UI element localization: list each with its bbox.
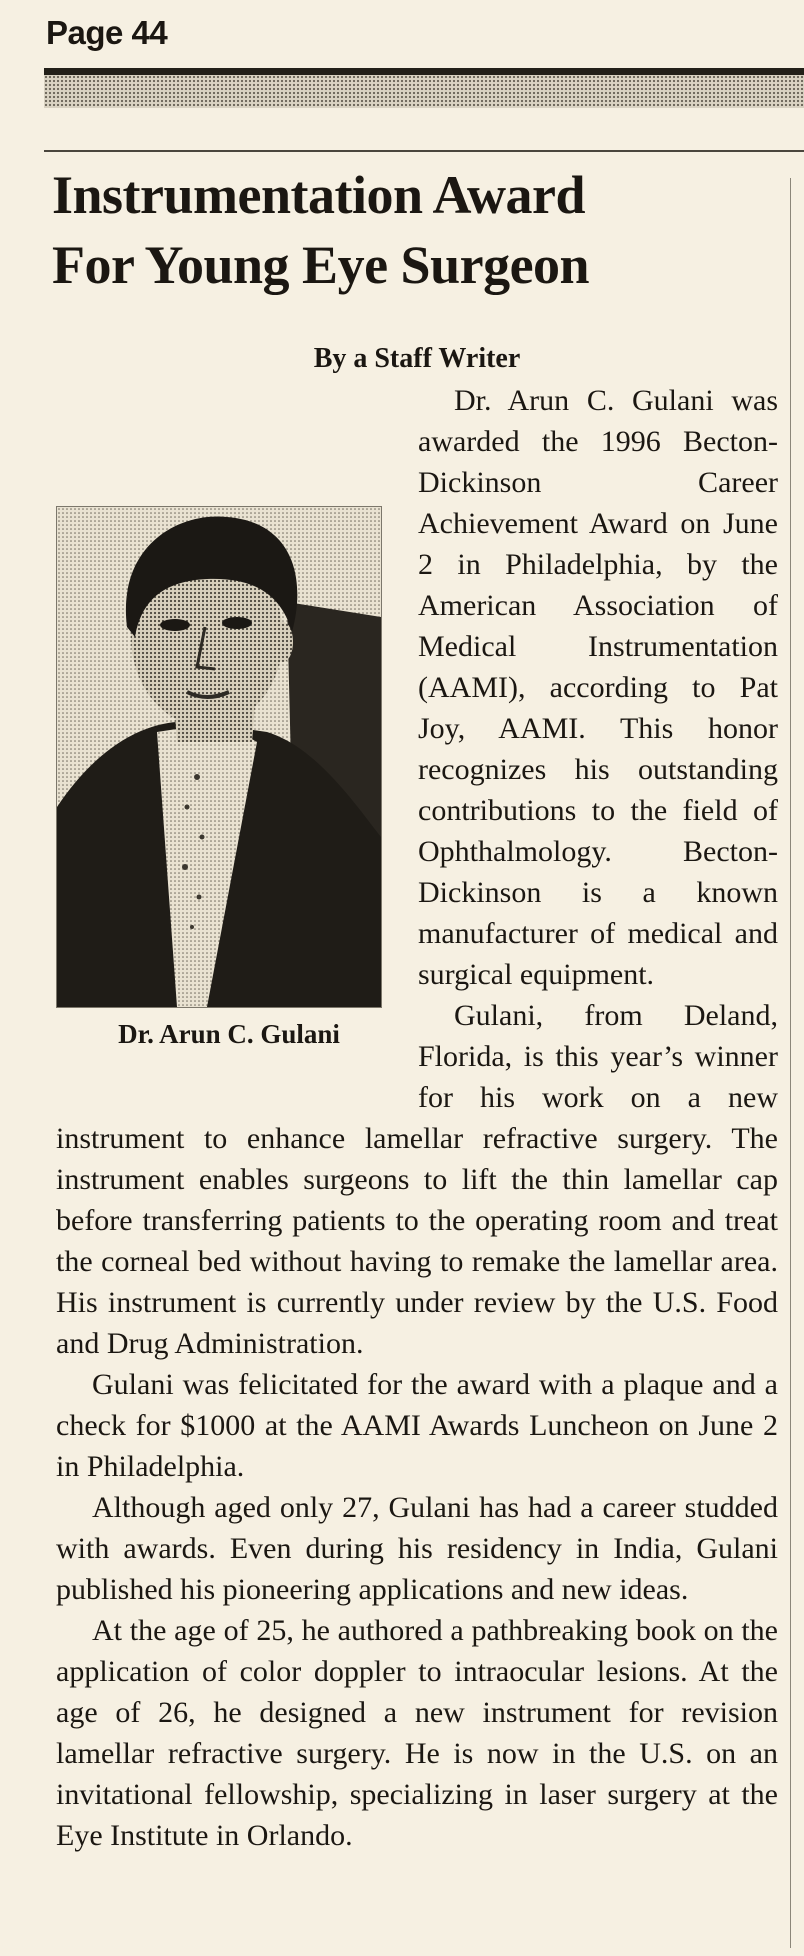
portrait-photo: [56, 506, 382, 1008]
byline: By a Staff Writer: [313, 343, 521, 374]
photo-figure: [56, 506, 402, 1094]
headline: [52, 160, 782, 300]
article-paragraph: Gulani, from Deland, Florida, is this year’s winner for his work on a new instrument to enhance lamellar refractive surgery. The instrument enables surgeons to lift the thin lamellar cap before transferring patients to the operating room and treat the corneal bed without having to remake the lamellar area. His instrument is currently under review by the U.S. Food and Drug Administration.: [56, 999, 778, 1360]
headline-line-2: For Young Eye Surgeon: [52, 235, 590, 295]
page-number: Page 44: [46, 14, 168, 51]
photo-caption: Dr. Arun C. Gulani: [118, 1019, 340, 1049]
article-paragraph: Gulani was felicitated for the award with a plaque and a check for $1000 at the AAMI Awards Luncheon on June 2 in Philadelphia.: [56, 1368, 778, 1483]
article-paragraph: Although aged only 27, Gulani has had a career studded with awards. Even during his residency in India, Gulani published his pioneering applications and new ideas.: [56, 1491, 778, 1606]
article-paragraph: At the age of 25, he authored a pathbreaking book on the application of color doppler to intraocular lesions. At the age of 26, he designed a new instrument for revision lamellar refractive surgery. He is now in the U.S. on an invitational fellowship, specializing in laser surgery at the Eye Institute in Orlando.: [56, 1614, 778, 1852]
article-body: [56, 380, 778, 1856]
header-dotted-band: [44, 75, 804, 108]
article-paragraph: Dr. Arun C. Gulani was awarded the 1996 Becton-Dickinson Career Achievement Award on June 2 in Philadelphia, by the American Association of Medical Instrumentation (AAMI), according to Pat Joy, AAMI. This honor recognizes his outstanding contributions to the field of Ophthalmology. Becton-Dickinson is a known manufacturer of medical and surgical equipment.: [418, 384, 778, 991]
column-rule: [790, 178, 791, 1948]
section-divider: [44, 150, 804, 152]
headline-line-1: Instrumentation Award: [52, 165, 586, 225]
header-rule: [44, 68, 804, 75]
